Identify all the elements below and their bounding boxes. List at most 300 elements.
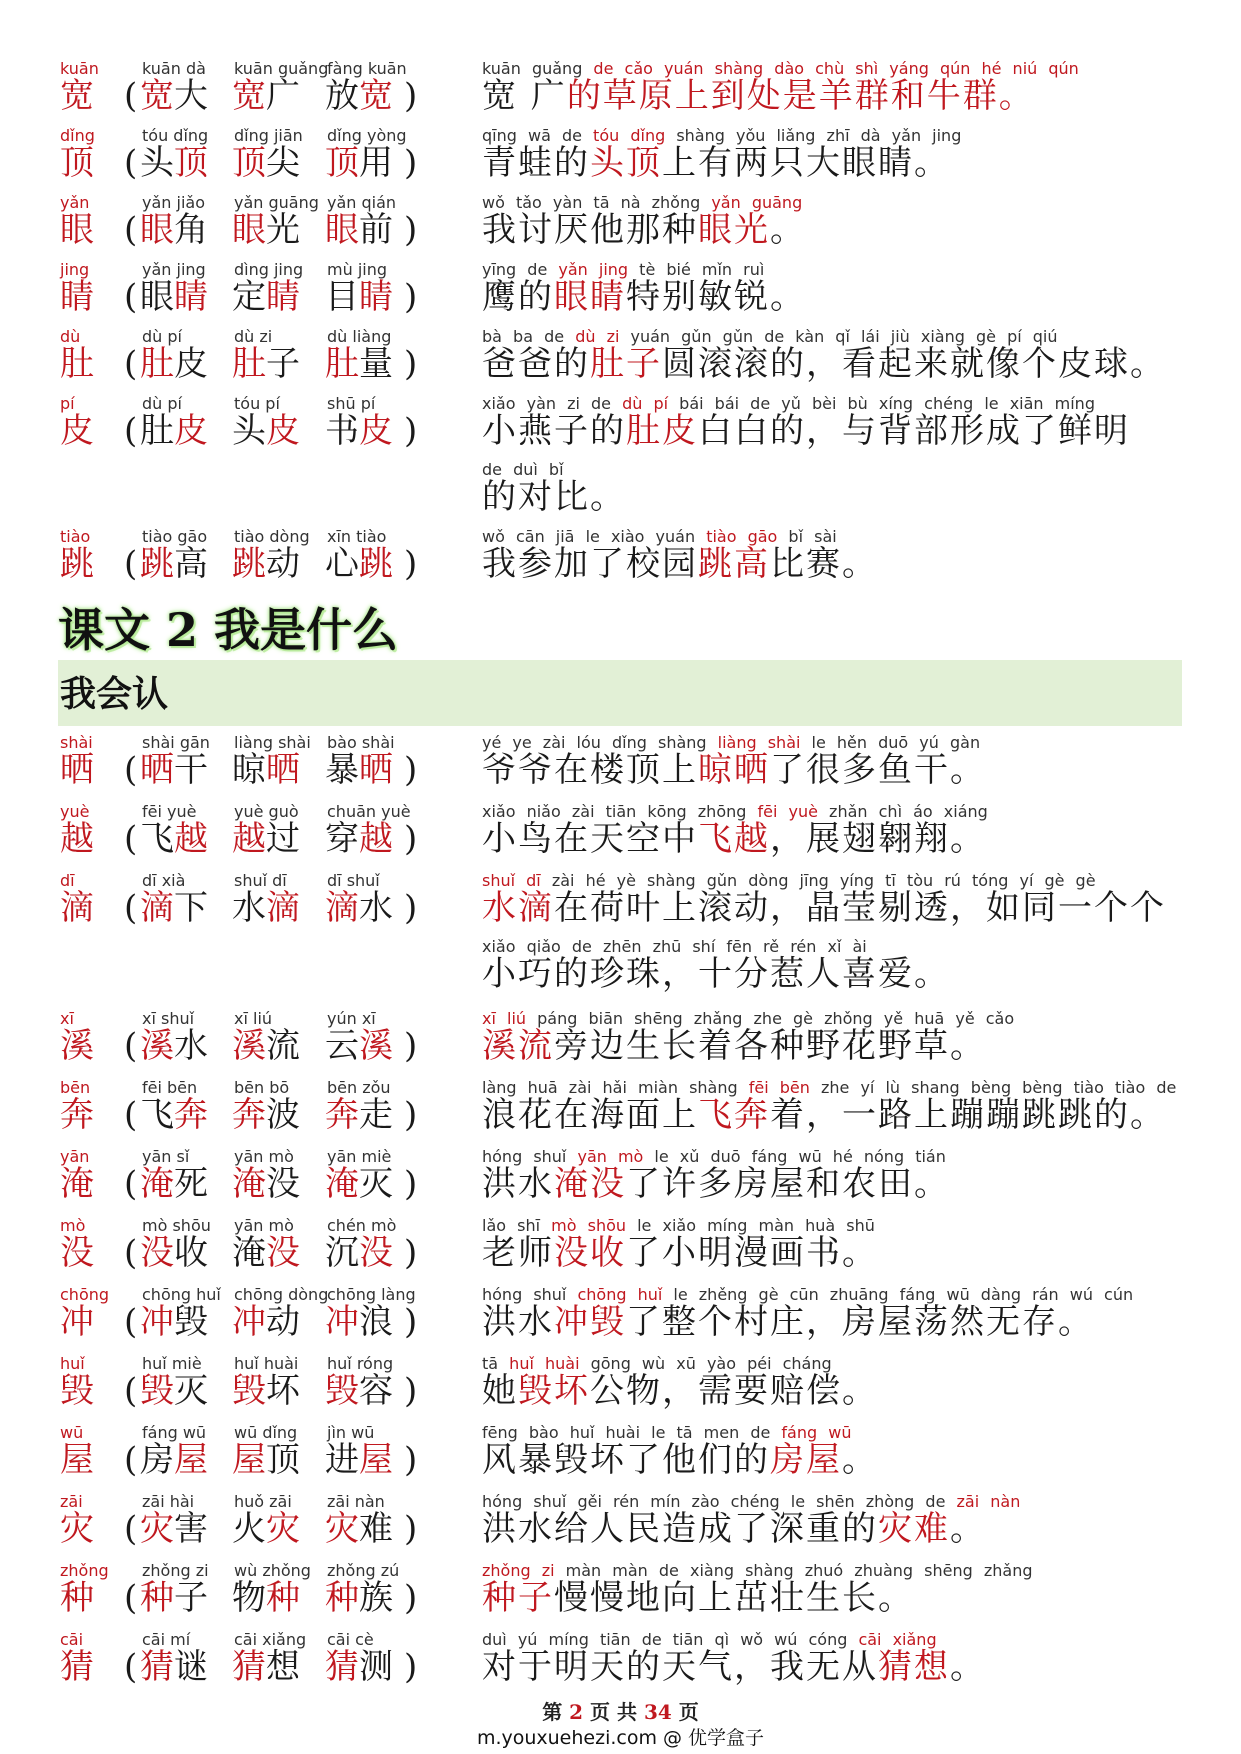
main-char: 眼	[60, 210, 94, 250]
example-sentence	[482, 1509, 986, 1549]
sentence-part: 老师	[482, 1233, 554, 1273]
example-sentence	[482, 76, 1035, 116]
sentence-pinyin-part: qīng wā de	[482, 126, 594, 145]
word-char-2: 动	[266, 1302, 300, 1342]
sentence-part: 爷爷在楼顶上	[482, 750, 698, 790]
section-label: 我会认	[60, 673, 169, 715]
word-char-1: 心	[325, 544, 359, 584]
sentence-pinyin-cont: xiǎo qiǎo de zhēn zhū shí fēn rě rén xǐ ài	[482, 937, 867, 956]
word-char-1: 滴	[140, 888, 174, 928]
sentence-pinyin-part: hóng shuǐ	[482, 1147, 578, 1166]
sentence-pinyin-part: liàng shài	[717, 733, 801, 752]
word	[325, 1578, 393, 1618]
word-char-2: 广	[266, 76, 300, 116]
sentence-pinyin-part: páng biān shēng zhǎng zhe gè zhǒng yě huā yě cǎo	[526, 1009, 1015, 1028]
word-char-2: 皮	[266, 411, 300, 451]
sentence-pinyin-part: chōng huǐ	[577, 1285, 663, 1304]
open-paren: (	[124, 1440, 138, 1480]
word-pinyin: cāi xiǎng	[234, 1630, 307, 1649]
word	[325, 1371, 393, 1411]
word	[140, 344, 208, 384]
word-char-2: 宽	[359, 76, 393, 116]
word-char-2: 越	[359, 819, 393, 859]
word	[325, 1509, 393, 1549]
word-char-2: 皮	[174, 344, 208, 384]
sentence-part: 特别敏锐。	[626, 277, 806, 317]
sentence-part: 眼光	[698, 210, 770, 250]
word-char-1: 种	[140, 1578, 174, 1618]
word-char-1: 房	[140, 1440, 174, 1480]
word-char-2: 下	[174, 888, 208, 928]
char-pinyin: kuān	[60, 59, 99, 78]
sentence-part: 了小明漫画书。	[626, 1233, 878, 1273]
example-sentence	[482, 1371, 878, 1411]
open-paren: (	[124, 888, 138, 928]
word-char-1: 眼	[140, 210, 174, 250]
close-paren: )	[404, 210, 418, 250]
sentence-part: 飞奔	[698, 1095, 770, 1135]
word-char-2: 越	[174, 819, 208, 859]
word-pinyin: zhǒng zú	[327, 1561, 400, 1580]
open-paren: (	[124, 76, 138, 116]
main-char: 冲	[60, 1302, 94, 1342]
sentence-part: 在荷叶上滚动，晶莹剔透，如同一个个	[554, 888, 1166, 928]
char-pinyin: mò	[60, 1216, 86, 1235]
close-paren: )	[404, 1578, 418, 1618]
word-char-2: 量	[359, 344, 393, 384]
word	[325, 1233, 393, 1273]
word-pinyin: dǐng jiān	[234, 126, 303, 145]
page-number	[0, 1700, 1241, 1724]
close-paren: )	[404, 1302, 418, 1342]
sentence-pinyin-part: hóng shuǐ	[482, 1285, 578, 1304]
word-pinyin: zhǒng zi	[142, 1561, 209, 1580]
word-pinyin: yān miè	[327, 1147, 392, 1166]
word-char-2: 睛	[174, 277, 208, 317]
sentence-pinyin-part: zhe yí lù shang bèng bèng tiào tiào de	[809, 1078, 1177, 1097]
word-char-1: 宽	[140, 76, 174, 116]
word-pinyin: fēi yuè	[142, 802, 197, 821]
example-sentence	[482, 544, 878, 584]
word	[140, 277, 208, 317]
sentence-part: 。	[770, 210, 806, 250]
word-char-2: 用	[359, 143, 393, 183]
main-char: 猜	[60, 1647, 94, 1687]
word	[325, 1164, 393, 1204]
char-pinyin: chōng	[60, 1285, 110, 1304]
word-char-2: 睛	[266, 277, 300, 317]
word-char-2: 想	[266, 1647, 300, 1687]
word-char-2: 难	[359, 1509, 393, 1549]
sentence-part: 洪水给人民造成了深重的	[482, 1509, 878, 1549]
word-char-2: 高	[174, 544, 208, 584]
char-pinyin: jing	[60, 260, 90, 279]
sentence-pinyin-part: tóu dǐng	[593, 126, 666, 145]
sentence-part: 灾难	[878, 1509, 950, 1549]
word-pinyin: dī xià	[142, 871, 186, 890]
sentence-part: ，展翅翱翔。	[770, 819, 986, 859]
word-pinyin: xī liú	[234, 1009, 273, 1028]
word	[140, 750, 208, 790]
sentence-part: 公物，需要赔偿。	[590, 1371, 878, 1411]
main-char: 没	[60, 1233, 94, 1273]
word-char-2: 屋	[359, 1440, 393, 1480]
word-char-1: 火	[232, 1509, 266, 1549]
current-page: 2	[569, 1700, 584, 1724]
main-char: 滴	[60, 888, 94, 928]
sentence-pinyin-part: bái bái de yǔ bèi bù xíng chéng le xiān míng	[668, 394, 1095, 413]
example-sentence	[482, 1440, 878, 1480]
sentence-part: 。	[950, 1647, 986, 1687]
sentence-part: 她	[482, 1371, 518, 1411]
word-pinyin: yān sǐ	[142, 1147, 190, 1166]
close-paren: )	[404, 888, 418, 928]
word-char-1: 宽	[232, 76, 266, 116]
word-pinyin: dìng jing	[234, 260, 304, 279]
sentence-part: 宽 广	[482, 76, 567, 116]
word-char-1: 冲	[232, 1302, 266, 1342]
word-pinyin: huǐ miè	[142, 1354, 202, 1373]
word-char-1: 奔	[325, 1095, 359, 1135]
word-char-2: 浪	[359, 1302, 393, 1342]
sentence-pinyin-part: yé ye zài lóu dǐng shàng	[482, 733, 718, 752]
sentence-part: 。	[950, 1509, 986, 1549]
word-pinyin: xī shuǐ	[142, 1009, 195, 1028]
open-paren: (	[124, 411, 138, 451]
section-bar	[58, 660, 1182, 726]
word	[325, 1302, 393, 1342]
open-paren: (	[124, 277, 138, 317]
word-pinyin: shū pí	[327, 394, 376, 413]
close-paren: )	[404, 544, 418, 584]
sentence-pinyin-part: wǒ cān jiā le xiào yuán	[482, 527, 707, 546]
word-char-1: 猜	[325, 1647, 359, 1687]
example-sentence-cont: 小巧的珍珠，十分惹人喜爱。	[482, 954, 950, 994]
main-char: 顶	[60, 143, 94, 183]
example-sentence	[482, 1164, 950, 1204]
word-char-2: 前	[359, 210, 393, 250]
main-char: 种	[60, 1578, 94, 1618]
sentence-part: 我讨厌他那种	[482, 210, 698, 250]
word-char-1: 物	[232, 1578, 266, 1618]
word-char-1: 跳	[232, 544, 266, 584]
word	[140, 411, 208, 451]
sentence-pinyin-part: hóng shuǐ gěi rén mín zào chéng le shēn zhòng de	[482, 1492, 957, 1511]
word	[325, 1440, 393, 1480]
word-pinyin: tiào dòng	[234, 527, 310, 546]
word	[140, 888, 208, 928]
sentence-pinyin-part: fēi yuè	[757, 802, 818, 821]
word-pinyin: bēn bō	[234, 1078, 290, 1097]
open-paren: (	[124, 1371, 138, 1411]
word-char-1: 奔	[232, 1095, 266, 1135]
word	[232, 888, 300, 928]
word-char-1: 屋	[232, 1440, 266, 1480]
close-paren: )	[404, 1095, 418, 1135]
word	[140, 1578, 208, 1618]
sentence-pinyin-part: cāi xiǎng	[858, 1630, 937, 1649]
sentence-pinyin-part: zhǎn chì áo xiáng	[817, 802, 988, 821]
word-char-2: 跳	[359, 544, 393, 584]
word-char-1: 穿	[325, 819, 359, 859]
close-paren: )	[404, 76, 418, 116]
sentence-pinyin-part: bǐ sài	[777, 527, 837, 546]
main-char: 宽	[60, 76, 94, 116]
sentence-pinyin-part: yuán gǔn gǔn de kàn qǐ lái jiù xiàng gè pí qiú	[619, 327, 1058, 346]
word	[232, 1371, 300, 1411]
sentence-part: 肚皮	[626, 411, 698, 451]
word-char-1: 肚	[232, 344, 266, 384]
total-pages: 34	[643, 1700, 672, 1724]
sentence-pinyin-cont: de duì bǐ	[482, 460, 564, 479]
page-mid: 页 共	[583, 1700, 644, 1724]
sentence-pinyin-part: le zhěng gè cūn zhuāng fáng wū dàng rán wú cún	[662, 1285, 1134, 1304]
sentence-pinyin-part: yǎn guāng	[711, 193, 803, 212]
word-pinyin: kuān guǎng	[234, 59, 329, 78]
word	[232, 750, 300, 790]
word-char-1: 眼	[140, 277, 174, 317]
sentence-part: 晾晒	[698, 750, 770, 790]
word-char-2: 干	[174, 750, 208, 790]
word-char-1: 进	[325, 1440, 359, 1480]
sentence-part: 头顶	[590, 143, 662, 183]
word	[232, 1233, 300, 1273]
sentence-part: 房屋	[770, 1440, 842, 1480]
sentence-pinyin-part: duì yú míng tiān de tiān qì wǒ wú cóng	[482, 1630, 859, 1649]
sentence-part: 旁边生长着各种野花野草。	[554, 1026, 986, 1066]
sentence-pinyin-part: huǐ huài	[509, 1354, 580, 1373]
word-pinyin: bēn zǒu	[327, 1078, 391, 1097]
word-char-2: 尖	[266, 143, 300, 183]
word-pinyin: kuān dà	[142, 59, 206, 78]
word-char-1: 种	[325, 1578, 359, 1618]
word-pinyin: tóu pí	[234, 394, 280, 413]
sentence-part: 圆滚滚的，看起来就像个皮球。	[662, 344, 1166, 384]
example-sentence	[482, 1302, 1094, 1342]
word	[232, 1095, 300, 1135]
word-pinyin: mù jing	[327, 260, 387, 279]
sentence-part: 浪花在海面上	[482, 1095, 698, 1135]
example-sentence	[482, 411, 1130, 451]
example-sentence	[482, 888, 1166, 928]
sentence-part: 没收	[554, 1233, 626, 1273]
sentence-part: 风暴毁坏了他们的	[482, 1440, 770, 1480]
open-paren: (	[124, 210, 138, 250]
sentence-pinyin-part: yīng de	[482, 260, 559, 279]
sentence-pinyin-part: bà ba de	[482, 327, 576, 346]
word	[232, 819, 300, 859]
close-paren: )	[404, 1440, 418, 1480]
word-char-1: 淹	[140, 1164, 174, 1204]
example-sentence-cont: 的对比。	[482, 477, 626, 517]
example-sentence	[482, 344, 1166, 384]
sentence-pinyin-part: xī liú	[482, 1009, 527, 1028]
sentence-part: 了很多鱼干。	[770, 750, 986, 790]
word-pinyin: chén mò	[327, 1216, 397, 1235]
sentence-part: 淹没	[554, 1164, 626, 1204]
open-paren: (	[124, 1233, 138, 1273]
word-char-2: 滴	[266, 888, 300, 928]
word-pinyin: dǐng yòng	[327, 126, 407, 145]
sentence-pinyin-part: lǎo shī	[482, 1216, 552, 1235]
word-char-1: 肚	[325, 344, 359, 384]
word-pinyin: bào shài	[327, 733, 395, 752]
sentence-part: 爸爸的	[482, 344, 590, 384]
page-pre: 第	[542, 1700, 570, 1724]
example-sentence	[482, 210, 806, 250]
sentence-pinyin-part: shuǐ dī	[482, 871, 541, 890]
word	[232, 411, 300, 451]
word-char-2: 毁	[174, 1302, 208, 1342]
close-paren: )	[404, 750, 418, 790]
char-pinyin: bēn	[60, 1078, 91, 1097]
word-pinyin: fēi bēn	[142, 1078, 198, 1097]
word-char-1: 目	[325, 277, 359, 317]
word-char-2: 动	[266, 544, 300, 584]
word-char-1: 定	[232, 277, 266, 317]
word-char-1: 溪	[232, 1026, 266, 1066]
word-char-2: 种	[266, 1578, 300, 1618]
word	[232, 1578, 300, 1618]
word	[232, 1302, 300, 1342]
sentence-pinyin-part: le xiǎo míng màn huà shū	[626, 1216, 875, 1235]
close-paren: )	[404, 1647, 418, 1687]
sentence-pinyin-part: fēi bēn	[748, 1078, 810, 1097]
sentence-part: 慢慢地向上茁壮生长。	[554, 1578, 914, 1618]
example-sentence	[482, 1095, 1166, 1135]
sentence-part: 对于明天的天气，我无从	[482, 1647, 878, 1687]
word-char-1: 眼	[232, 210, 266, 250]
char-pinyin: xī	[60, 1009, 74, 1028]
word-char-1: 顶	[232, 143, 266, 183]
word-pinyin: wū dǐng	[234, 1423, 298, 1442]
sentence-pinyin-part: xiǎo yàn zi de	[482, 394, 623, 413]
sentence-pinyin-part: tā	[482, 1354, 510, 1373]
example-sentence	[482, 1233, 878, 1273]
word	[232, 277, 300, 317]
word-char-2: 坏	[266, 1371, 300, 1411]
word-pinyin: shài gān	[142, 733, 210, 752]
word	[140, 1371, 208, 1411]
open-paren: (	[124, 143, 138, 183]
sentence-pinyin-part: làng huā zài hǎi miàn shàng	[482, 1078, 749, 1097]
sentence-pinyin-part: xiǎo niǎo zài tiān kōng zhōng	[482, 802, 758, 821]
word-pinyin: cāi mí	[142, 1630, 191, 1649]
word-char-1: 肚	[140, 344, 174, 384]
open-paren: (	[124, 1164, 138, 1204]
sentence-part: 白白的，与背部形成了鲜明	[698, 411, 1130, 451]
word-char-2: 没	[359, 1233, 393, 1273]
word	[325, 411, 393, 451]
word-char-1: 头	[232, 411, 266, 451]
sentence-part: 飞越	[698, 819, 770, 859]
open-paren: (	[124, 1095, 138, 1135]
word	[140, 1302, 208, 1342]
word	[232, 1440, 300, 1480]
close-paren: )	[404, 277, 418, 317]
word	[140, 1026, 208, 1066]
sentence-part: 。	[842, 1440, 878, 1480]
word-char-2: 容	[359, 1371, 393, 1411]
sentence-part: 了许多房屋和农田。	[626, 1164, 950, 1204]
example-sentence	[482, 1578, 914, 1618]
word-pinyin: yǎn guāng	[234, 193, 319, 212]
char-pinyin: shài	[60, 733, 93, 752]
word	[140, 1647, 208, 1687]
word	[232, 1647, 300, 1687]
word-pinyin: mò shōu	[142, 1216, 211, 1235]
word-pinyin: yān mò	[234, 1147, 294, 1166]
word-char-2: 晒	[266, 750, 300, 790]
word-char-1: 猜	[232, 1647, 266, 1687]
page-post: 页	[671, 1700, 699, 1724]
word-char-2: 水	[359, 888, 393, 928]
sentence-pinyin-part: zài hé yè shàng gǔn dòng jīng yíng tī tòu rú tóng yí gè gè	[540, 871, 1096, 890]
word	[140, 819, 208, 859]
word-char-1: 沉	[325, 1233, 359, 1273]
word-pinyin: tiào gāo	[142, 527, 208, 546]
word	[325, 277, 393, 317]
word-pinyin: yún xī	[327, 1009, 376, 1028]
sentence-part: 了整个村庄，房屋荡然无存。	[626, 1302, 1094, 1342]
char-pinyin: dù	[60, 327, 81, 346]
open-paren: (	[124, 1578, 138, 1618]
word-char-1: 毁	[140, 1371, 174, 1411]
word-char-2: 死	[174, 1164, 208, 1204]
word	[140, 1164, 208, 1204]
word-pinyin: chōng huǐ	[142, 1285, 221, 1304]
word-char-1: 飞	[140, 1095, 174, 1135]
word	[140, 76, 208, 116]
sentence-pinyin-part: dù zi	[575, 327, 620, 346]
word-pinyin: dù liàng	[327, 327, 392, 346]
main-char: 睛	[60, 277, 94, 317]
char-pinyin: tiào	[60, 527, 91, 546]
sentence-part: 水滴	[482, 888, 554, 928]
sentence-part: 的草原上到处是羊群和牛群。	[566, 76, 1035, 116]
word-char-1: 放	[325, 76, 359, 116]
word	[325, 544, 393, 584]
word-char-1: 冲	[325, 1302, 359, 1342]
sentence-pinyin-part: fáng wū	[781, 1423, 852, 1442]
word-char-2: 皮	[359, 411, 393, 451]
sentence-pinyin-part: le xǔ duō fáng wū hé nóng tián	[643, 1147, 946, 1166]
word-char-2: 走	[359, 1095, 393, 1135]
word-char-2: 没	[266, 1164, 300, 1204]
sentence-pinyin-part: zāi nàn	[956, 1492, 1021, 1511]
word-char-2: 波	[266, 1095, 300, 1135]
word	[140, 210, 208, 250]
word-char-1: 溪	[140, 1026, 174, 1066]
sentence-part: 猜想	[878, 1647, 950, 1687]
word-pinyin: chōng dòng	[234, 1285, 329, 1304]
main-char: 皮	[60, 411, 94, 451]
word-char-2: 测	[359, 1647, 393, 1687]
word-char-2: 流	[266, 1026, 300, 1066]
open-paren: (	[124, 1509, 138, 1549]
word	[325, 1095, 393, 1135]
word-pinyin: liàng shài	[234, 733, 311, 752]
sentence-part: 跳高	[698, 544, 770, 584]
main-char: 淹	[60, 1164, 94, 1204]
char-pinyin: zhǒng	[60, 1561, 109, 1580]
word	[140, 1440, 208, 1480]
sentence-pinyin-part: fēng bào huǐ huài le tā men de	[482, 1423, 782, 1442]
word-char-1: 没	[140, 1233, 174, 1273]
sentence-part: 冲毁	[554, 1302, 626, 1342]
word-char-1: 晾	[232, 750, 266, 790]
word	[325, 1647, 393, 1687]
